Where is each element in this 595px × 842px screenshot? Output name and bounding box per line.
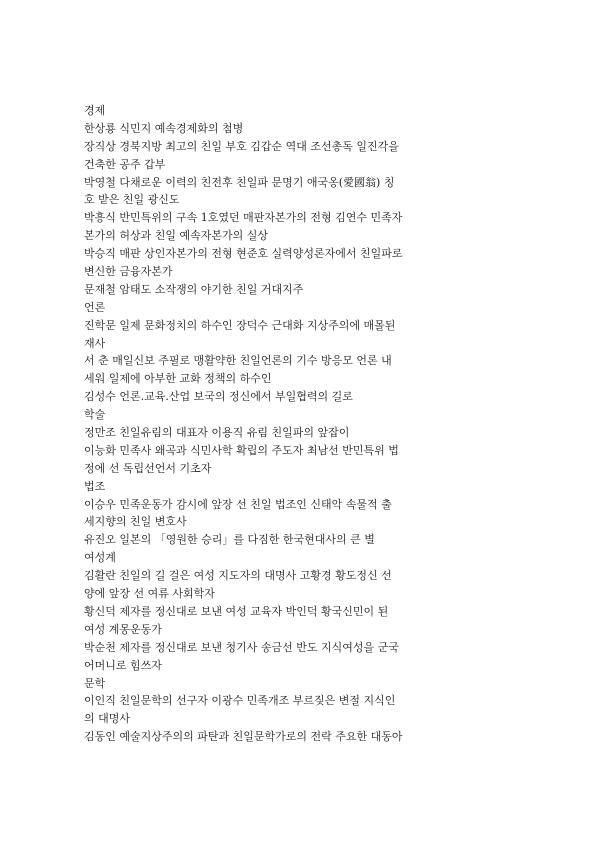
text-line: 이승우 민족운동가 감시에 앞장 선 친일 법조인 신태악 속물적 출 [84, 497, 392, 511]
section-heading-law: 법조 [84, 479, 106, 493]
text-line: 호 받은 친일 광신도 [84, 193, 180, 207]
text-line: 건축한 공주 갑부 [84, 157, 166, 171]
text-line: 변신한 금융자본가 [84, 265, 173, 279]
text-line: 재사 [84, 336, 106, 350]
section-heading-press: 언론 [84, 300, 106, 314]
text-line: 박흥식 반민특위의 구속 1호였던 매판자본가의 전형 김연수 민족자 [84, 211, 403, 225]
text-line: 김성수 언론.교육.산업 보국의 정신에서 부일협력의 길로 [84, 390, 353, 404]
section-heading-economy: 경제 [84, 104, 106, 117]
text-line: 어머니로 힘쓰자 [84, 658, 162, 672]
text-line: 이인직 친일문학의 선구자 이광수 민족개조 부르짖은 변절 지식인 [84, 694, 396, 708]
text-line: 정에 선 독립선언서 기초자 [84, 461, 212, 475]
text-line: 유진오 일본의 「영원한 승리」를 다짐한 한국현대사의 큰 별 [84, 533, 375, 547]
text-line: 의 대명사 [84, 712, 131, 726]
text-line: 장직상 경북지방 최고의 친일 부호 김갑순 역대 조선총독 일진각을 [84, 139, 399, 153]
section-heading-women: 여성계 [84, 551, 116, 565]
text-line: 황신덕 제자를 정신대로 보낸 여성 교육자 박인덕 황국신민이 된 [84, 604, 389, 618]
section-heading-academia: 학술 [84, 408, 106, 422]
text-line: 여성 계몽운동가 [84, 622, 162, 636]
text-line: 한상룡 식민지 예속경제화의 첨병 [84, 121, 244, 135]
text-line: 박순천 제자를 정신대로 보낸 청기사 송금선 반도 지식여성을 군국 [84, 640, 399, 654]
text-line: 세지향의 친일 변호사 [84, 515, 187, 529]
document-page [84, 102, 516, 746]
text-line: 김동인 예술지상주의의 파탄과 친일문학가로의 전락 주요한 대동아 [84, 730, 403, 744]
text-line: 김활란 친일의 길 걸은 여성 지도자의 대명사 고황경 황도정신 선 [84, 569, 392, 583]
text-line: 이능화 민족사 왜곡과 식민사학 확립의 주도자 최남선 반민특위 법 [84, 443, 399, 457]
text-line: 서 춘 매일신보 주필로 맹활약한 친일언론의 기수 방응모 언론 내 [84, 354, 392, 368]
text-line: 문재철 암태도 소작쟁의 야기한 친일 거대지주 [84, 282, 304, 296]
text-line: 정만조 친일유림의 대표자 이용직 유림 친일파의 앞잡이 [84, 426, 350, 440]
text-line: 박영철 다채로운 이력의 친전후 친일파 문명기 애국옹(愛國翁) 칭 [84, 175, 395, 189]
text-line: 세워 일제에 아부한 교화 정책의 하수인 [84, 372, 272, 386]
text-line: 진학문 일제 문화정치의 하수인 장덕수 근대화 지상주의에 매몰된 [84, 318, 396, 332]
section-heading-literature: 문학 [84, 676, 106, 690]
text-line: 본가의 허상과 친일 예속자본가의 실상 [84, 229, 269, 243]
text-line: 양에 앞장 선 여류 사회학자 [84, 587, 215, 601]
text-line: 박승직 매판 상인자본가의 전형 현준호 실력양성론자에서 친일파로 [84, 247, 403, 261]
